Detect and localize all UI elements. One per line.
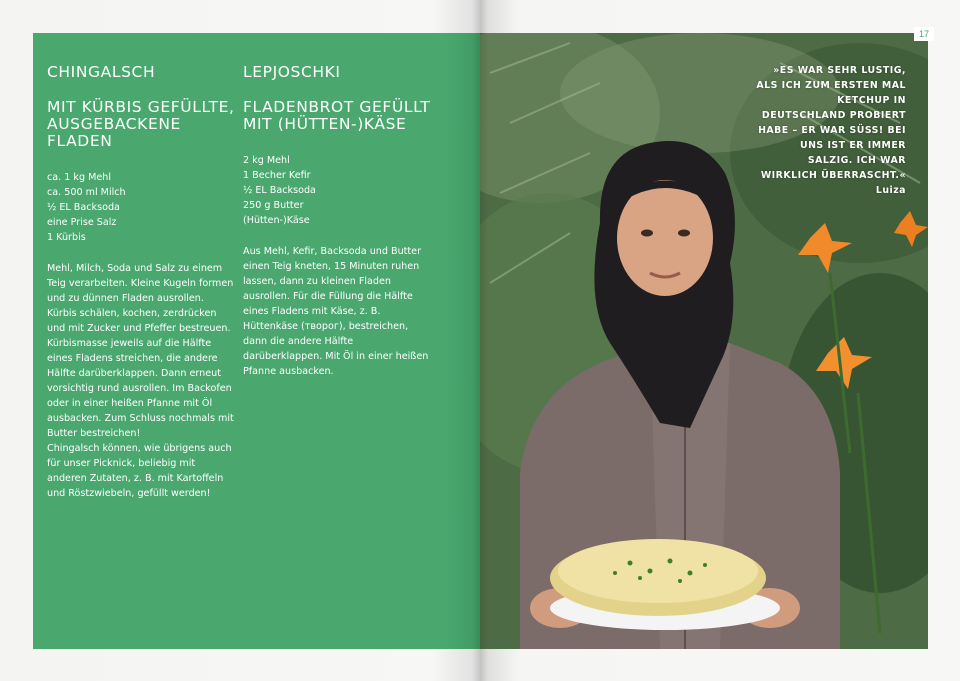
ingredient-item: ½ EL Backsoda	[47, 202, 120, 213]
portrait-photo	[480, 33, 928, 649]
recipe-title: CHINGALSCH	[47, 63, 156, 81]
instruction-paragraph: Mehl, Milch, Soda und Salz zu einem Teig verarbeiten. Kleine Kugeln formen und zu dünnen Fladen ausrollen.	[47, 263, 234, 304]
instructions	[47, 261, 237, 501]
ingredient-item: eine Prise Salz	[47, 217, 117, 228]
ingredient-item: ca. 500 ml Milch	[47, 187, 126, 198]
ingredient-list	[47, 170, 237, 245]
ingredient-item: 1 Kürbis	[47, 232, 86, 243]
recipe-title: LEPJOSCHKI	[243, 63, 341, 81]
recipe-chingalsch	[47, 63, 237, 501]
recipe-lepjoschki	[243, 63, 433, 379]
quote-block	[756, 63, 906, 198]
recipe-subtitle: FLADENBROT GEFÜLLT MIT (HÜTTEN-)KÄSE	[243, 98, 431, 133]
instructions	[243, 244, 433, 379]
quote-author: Luiza	[875, 185, 906, 196]
instruction-paragraph: Aus Mehl, Kefir, Backsoda und Butter einen Teig kneten, 15 Minuten ruhen lassen, dann zu kleinen Fladen ausrollen. Für die Füllung die Hälfte eines Fladens mit Käse, z. B. Hüttenkäse (творог), bestreichen, dann die andere Hälfte darüberklappen. Mit Öl in einer heißen Pfanne ausbacken.	[243, 246, 429, 377]
instruction-paragraph: Kürbis schälen, kochen, zerdrücken und mit Zucker und Pfeffer bestreuen. Kürbismasse jeweils auf die Hälfte eines Fladens streichen, die andere Hälfte darüberklappen. Dann erneut vorsichtig rund ausrollen. Im Backofen oder in einer heißen Pfanne mit Öl ausbacken. Zum Schluss nochmals mit Butter bestreichen!	[47, 308, 234, 439]
ingredient-item: ½ EL Backsoda	[243, 185, 316, 196]
instruction-paragraph: Chingalsch können, wie übrigens auch für unser Picknick, beliebig mit anderen Zutaten, z. B. mit Kartoffeln und Röstzwiebeln, gefüllt werden!	[47, 443, 232, 499]
quote-text: »ES WAR SEHR LUSTIG, ALS ICH ZUM ERSTEN MAL KETCHUP IN DEUTSCHLAND PROBIERT HABE – ER WAR SÜSS! BEI UNS IST ER IMMER SALZIG. ICH WAR WIRKLICH ÜBERRASCHT.«	[756, 65, 906, 181]
ingredient-item: 2 kg Mehl	[243, 155, 290, 166]
ingredient-list	[243, 153, 433, 228]
ingredient-item: 1 Becher Kefir	[243, 170, 311, 181]
recipe-subtitle: MIT KÜRBIS GEFÜLLTE, AUSGEBACKENE FLADEN	[47, 98, 235, 150]
ingredient-item: 250 g Butter	[243, 200, 304, 211]
page-number: 17	[914, 27, 934, 41]
recipe-panel	[33, 33, 480, 649]
ingredient-item: ca. 1 kg Mehl	[47, 172, 112, 183]
ingredient-item: (Hütten-)Käse	[243, 215, 310, 226]
